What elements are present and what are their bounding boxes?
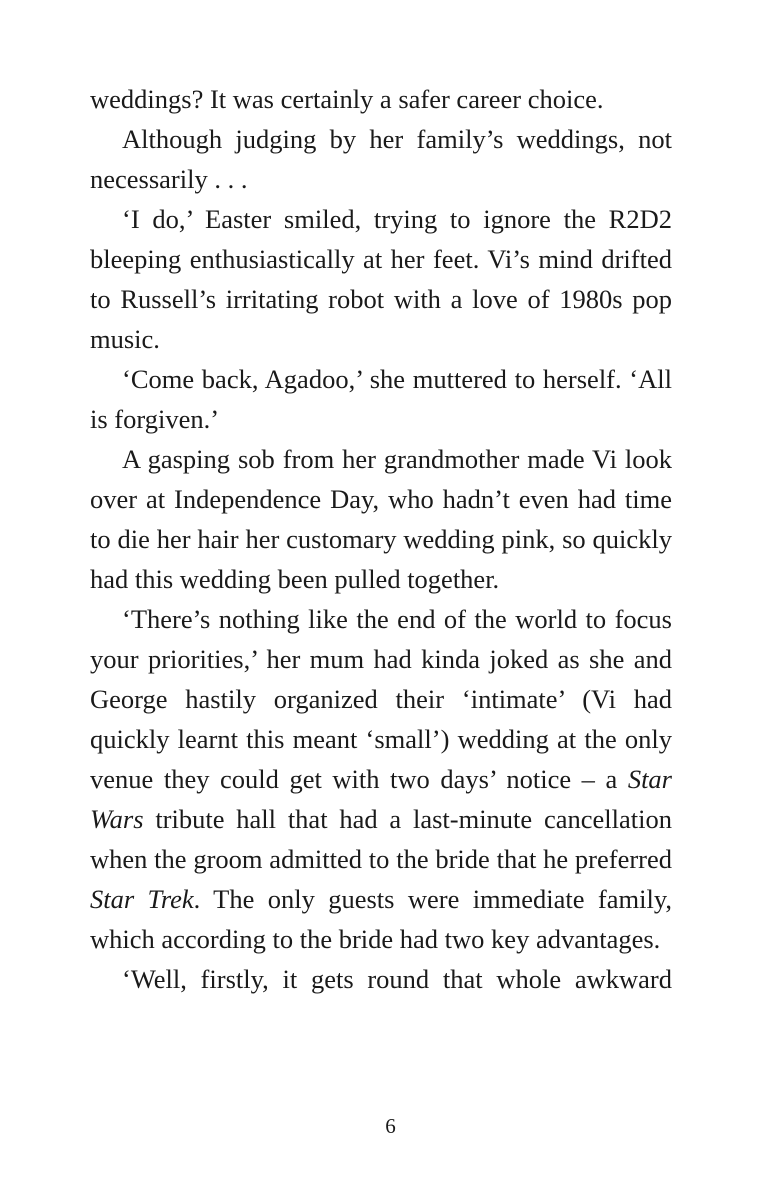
title-star-trek: Star Trek [90, 884, 194, 914]
paragraph-1: weddings? It was certainly a safer career choice. [90, 84, 604, 114]
paragraph-5: A gasping sob from her grandmother made Vi look over at Independence Day, who hadn’t even had time to die her hair her customary wedding pink, so quickly had this wedding been pulled together. [90, 444, 672, 594]
title-star-wars: Star Wars [90, 764, 672, 834]
paragraph-6-text-b: tribute hall that had a last-minute cancellation when the groom admitted to the bride that he preferred [90, 804, 672, 874]
paragraph-4: ‘Come back, Agadoo,’ she muttered to herself. ‘All is forgiven.’ [90, 364, 672, 434]
paragraph-6 [90, 599, 672, 959]
paragraph-7: ‘Well, firstly, it gets round that whole awkward [122, 964, 672, 994]
paragraph-2: Although judging by her family’s weddings, not necessarily . . . [90, 124, 672, 194]
paragraph-3: ‘I do,’ Easter smiled, trying to ignore the R2D2 bleeping enthusiastically at her feet. Vi’s mind drifted to Russell’s irritating robot with a love of 1980s pop music. [90, 204, 672, 354]
paragraph-6-text-a: a [594, 764, 628, 794]
page-number: 6 [385, 1114, 396, 1138]
paragraph-6-text-c: . The only guests were immediate family, which according to the bride had two key advantages. [90, 884, 672, 954]
body-text [90, 79, 672, 999]
paragraph-6-start: ‘There’s nothing like the end of the world to focus your priorities,’ her mum had kinda joked as she and George hastily organized their ‘intimate’ (Vi had quickly learnt this meant ‘small’) wedding at the only venue they could get with two days’ notice – [90, 604, 672, 794]
